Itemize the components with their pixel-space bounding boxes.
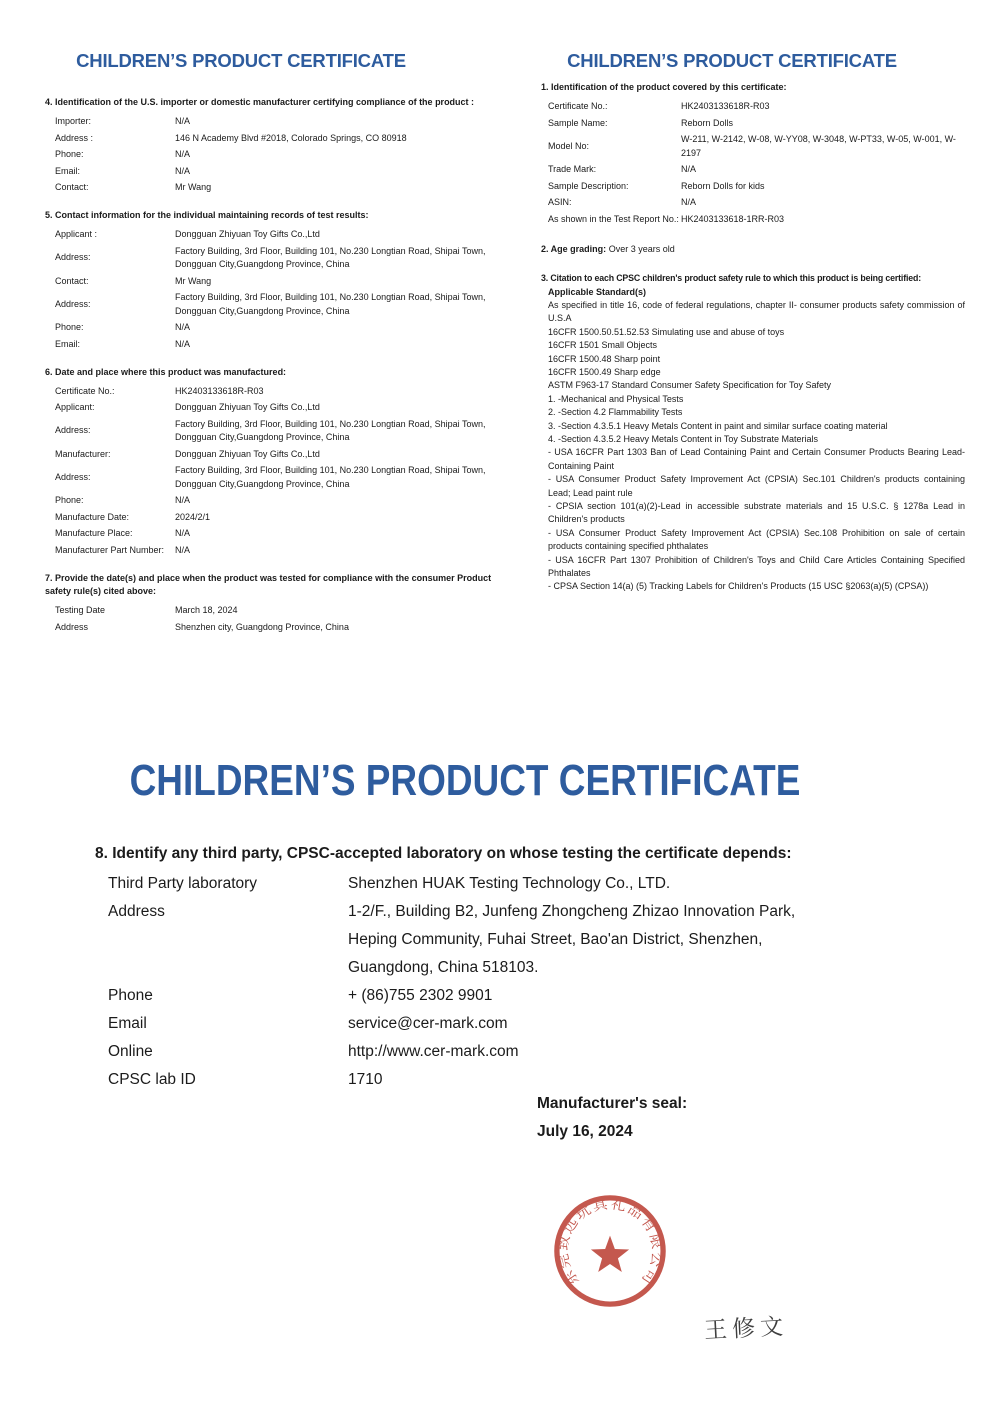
field-label: Model No: — [548, 140, 590, 151]
section-1 — [541, 81, 965, 228]
field-label: Phone: — [55, 149, 84, 159]
lab-field-value: service@cer-mark.com — [348, 1015, 508, 1032]
lab-field-value: 1710 — [348, 1071, 383, 1088]
field-label: Manufacturer Part Number: — [55, 544, 165, 555]
standard-line: - USA 16CFR Part 1307 Prohibition of Children's Toys and Child Care Articles Containing Specified Phthalates — [548, 554, 965, 579]
field-row — [45, 290, 495, 320]
standard-line: - CPSIA section 101(a)(2)-Lead in accessible substrate materials and 15 U.S.C. § 1278a Lead in Children's products — [548, 501, 965, 525]
field-value: N/A — [175, 149, 191, 159]
field-value: HK2403133618R-R03 — [175, 385, 264, 396]
field-row — [541, 195, 965, 212]
field-row — [541, 211, 965, 228]
field-value: W-211, W-2142, W-08, W-YY08, W-3048, W-PT33, W-05, W-001, W-2197 — [681, 134, 956, 158]
field-label: Certificate No.: — [548, 101, 608, 111]
field-row — [45, 509, 495, 526]
field-row — [45, 180, 495, 197]
standard-line: - USA 16CFR Part 1303 Ban of Lead Containing Paint and Certain Consumer Products Bearing Lead-Containing Paint — [548, 447, 965, 471]
left-certificate-column — [45, 50, 495, 649]
field-row — [45, 463, 495, 493]
standard-line: 1. -Mechanical and Physical Tests — [548, 393, 684, 404]
field-row — [45, 493, 495, 510]
field-value: N/A — [175, 338, 191, 349]
field-value: 2024/2/1 — [175, 511, 211, 522]
section-6-heading: 6. Date and place where this product was manufactured: — [45, 366, 287, 377]
standard-line: 16CFR 1500.48 Sharp point — [548, 353, 661, 364]
lab-field-value: 1-2/F., Building B2, Junfeng Zhongcheng Zhizao Innovation Park, Heping Community, Fuhai Street, Bao'an District, Shenzhen, Guangdong, China 518103. — [348, 903, 796, 976]
section-8-heading: 8. Identify any third party, CPSC-accepted laboratory on whose testing the certificate depends: — [95, 845, 792, 862]
lab-field-value: Shenzhen HUAK Testing Technology Co., LTD. — [348, 875, 671, 892]
lab-field-row — [108, 870, 928, 898]
field-row — [45, 114, 495, 131]
section-6-rows — [45, 383, 495, 559]
field-row — [541, 178, 965, 195]
left-page-title: CHILDREN’S PRODUCT CERTIFICATE — [76, 50, 406, 71]
section-5-heading: 5. Contact information for the individual maintaining records of test results: — [45, 210, 369, 220]
lab-field-label: Online — [108, 1043, 153, 1060]
field-label: As shown in the Test Report No.: — [548, 213, 679, 224]
standard-line: - USA Consumer Product Safety Improvement Act (CPSIA) Sec.101 Children's products containing Lead; Lead paint rule — [548, 474, 965, 498]
field-row — [45, 130, 495, 147]
field-value: Factory Building, 3rd Floor, Building 101, No.230 Longtian Road, Shipai Town, Dongguan City,Guangdong Province, China — [175, 465, 486, 489]
field-value: N/A — [175, 116, 191, 126]
bottom-certificate-title: CHILDREN’S PRODUCT CERTIFICATE — [129, 756, 801, 805]
field-row — [45, 243, 495, 273]
field-value: N/A — [175, 165, 191, 176]
field-row — [45, 446, 495, 463]
standard-line: As specified in title 16, code of federal regulations, chapter II- consumer products safety commission of U.S.A — [548, 299, 965, 324]
manufacturer-seal-label: Manufacturer's seal: — [537, 1095, 688, 1112]
field-row — [45, 603, 495, 620]
field-label: Certificate No.: — [55, 385, 115, 396]
field-value: Shenzhen city, Guangdong Province, China — [175, 621, 349, 632]
field-value: N/A — [175, 528, 191, 538]
standard-line: ASTM F963-17 Standard Consumer Safety Specification for Toy Safety — [548, 380, 831, 391]
field-value: N/A — [175, 495, 191, 505]
section-8-rows — [108, 870, 928, 1094]
lab-field-label: Third Party laboratory — [108, 875, 258, 892]
seal-star-icon — [591, 1236, 629, 1272]
field-row — [45, 163, 495, 180]
field-row — [45, 383, 495, 400]
field-value: 146 N Academy Blvd #2018, Colorado Springs, CO 80918 — [175, 132, 407, 143]
section-7-heading: 7. Provide the date(s) and place when the product was tested for compliance with the consumer Product safety rule(s) cited above: — [45, 572, 492, 596]
field-label: Email: — [55, 165, 81, 176]
field-value: N/A — [175, 544, 191, 555]
field-row — [45, 227, 495, 244]
field-label: Manufacture Place: — [55, 528, 133, 538]
field-row — [45, 320, 495, 337]
certificate-columns — [0, 0, 1000, 649]
field-value: March 18, 2024 — [175, 605, 238, 615]
standard-line: - CPSA Section 14(a) (5) Tracking Labels for Children's Products (15 USC §2063(a)(5) (CPSA)) — [548, 581, 929, 592]
field-label: Sample Description: — [548, 180, 629, 191]
section-7-rows — [45, 603, 495, 636]
field-row — [541, 99, 965, 116]
field-label: Contact: — [55, 275, 89, 286]
field-row — [541, 162, 965, 179]
field-row — [541, 115, 965, 132]
field-label: Email: — [55, 338, 81, 349]
lab-field-row — [108, 1010, 928, 1038]
field-value: N/A — [175, 322, 191, 332]
lab-field-value: + (86)755 2302 9901 — [348, 987, 493, 1004]
field-label: Testing Date — [55, 605, 106, 615]
standard-line: 16CFR 1500.49 Sharp edge — [548, 366, 661, 377]
field-row — [45, 416, 495, 446]
field-value: N/A — [681, 197, 697, 207]
right-page-title: CHILDREN’S PRODUCT CERTIFICATE — [567, 50, 897, 71]
seal-company-name: 东莞致远玩具礼品有限公司 — [555, 1196, 665, 1289]
field-label: Contact: — [55, 182, 89, 192]
field-row — [45, 336, 495, 353]
section-4 — [45, 96, 495, 196]
age-grading-value: Over 3 years old — [608, 243, 675, 254]
lab-field-row — [108, 1066, 928, 1094]
field-label: Address : — [55, 132, 94, 143]
lab-field-value: http://www.cer-mark.com — [348, 1043, 519, 1060]
section-1-rows — [541, 99, 965, 228]
field-row — [45, 400, 495, 417]
field-value: HK2403133618R-R03 — [681, 101, 770, 111]
field-row — [45, 619, 495, 636]
standard-line: 16CFR 1500.50.51.52.53 Simulating use and abuse of toys — [548, 326, 785, 337]
section-7 — [45, 572, 495, 636]
field-row — [541, 132, 965, 162]
field-label: Applicant: — [55, 402, 95, 412]
section-6 — [45, 366, 495, 559]
field-row — [45, 147, 495, 164]
field-row — [45, 273, 495, 290]
field-label: Manufacture Date: — [55, 511, 130, 522]
field-row — [45, 526, 495, 543]
field-label: Address — [55, 621, 89, 632]
section-3-heading: 3. Citation to each CPSC children's product safety rule to which this product is being certified: — [541, 273, 922, 283]
field-label: Address: — [55, 252, 91, 263]
standard-line: 2. -Section 4.2 Flammability Tests — [548, 407, 683, 418]
right-certificate-column — [541, 50, 965, 649]
standard-line: 4. -Section 4.3.5.2 Heavy Metals Content in Toy Substrate Materials — [548, 433, 818, 444]
lab-field-label: Address — [108, 903, 165, 920]
standard-line: 3. -Section 4.3.5.1 Heavy Metals Content in paint and similar surface coating material — [548, 420, 888, 431]
lab-field-label: Email — [108, 1015, 147, 1032]
field-value: Mr Wang — [175, 275, 212, 286]
field-value: Mr Wang — [175, 182, 212, 192]
field-row — [45, 542, 495, 559]
company-seal-stamp — [551, 1192, 669, 1310]
section-1-heading: 1. Identification of the product covered by this certificate: — [541, 82, 787, 92]
field-label: Manufacturer: — [55, 448, 111, 459]
field-value: Dongguan Zhiyuan Toy Gifts Co.,Ltd — [175, 448, 320, 459]
standards-list — [541, 299, 965, 594]
field-value: Factory Building, 3rd Floor, Building 101, No.230 Longtian Road, Shipai Town, Dongguan City,Guangdong Province, China — [175, 418, 486, 442]
field-value: Dongguan Zhiyuan Toy Gifts Co.,Ltd — [175, 402, 320, 412]
section-4-heading: 4. Identification of the U.S. importer or domestic manufacturer certifying compliance of the product : — [45, 97, 475, 107]
field-value: Reborn Dolls for kids — [681, 180, 765, 191]
section-5-rows — [45, 227, 495, 353]
standard-line: 16CFR 1501 Small Objects — [548, 340, 658, 351]
field-label: Address: — [55, 471, 91, 482]
field-label: Importer: — [55, 116, 92, 126]
applicable-standards-subheading: Applicable Standard(s) — [548, 286, 647, 297]
section-4-rows — [45, 114, 495, 197]
field-label: ASIN: — [548, 197, 572, 207]
field-value: Reborn Dolls — [681, 117, 734, 128]
field-label: Phone: — [55, 322, 84, 332]
standard-line: - USA Consumer Product Safety Improvement Act (CPSIA) Sec.108 Prohibition on sale of certain products containing specified phthalates — [548, 527, 965, 552]
lab-field-label: CPSC lab ID — [108, 1071, 196, 1088]
field-label: Trade Mark: — [548, 164, 597, 174]
lab-field-row — [108, 1038, 928, 1066]
handwritten-signature: 王修文 — [703, 1312, 789, 1344]
field-label: Phone: — [55, 495, 84, 505]
field-label: Address: — [55, 298, 91, 309]
lab-field-row — [108, 982, 928, 1010]
field-value: Factory Building, 3rd Floor, Building 101, No.230 Longtian Road, Shipai Town, Dongguan City,Guangdong Province, China — [175, 292, 486, 316]
manufacturer-seal-block — [537, 1090, 687, 1146]
field-label: Address: — [55, 425, 91, 436]
field-value: Factory Building, 3rd Floor, Building 101, No.230 Longtian Road, Shipai Town, Dongguan City,Guangdong Province, China — [175, 245, 486, 269]
lab-field-row — [108, 898, 928, 982]
field-value: Dongguan Zhiyuan Toy Gifts Co.,Ltd — [175, 229, 320, 239]
age-grading-label: 2. Age grading: — [541, 243, 607, 254]
field-value: N/A — [681, 164, 697, 174]
field-label: Applicant : — [55, 229, 98, 239]
section-2-age-grading — [541, 243, 965, 257]
lab-field-label: Phone — [108, 987, 153, 1004]
field-value: HK2403133618-1RR-R03 — [681, 213, 785, 224]
section-5 — [45, 209, 495, 353]
manufacturer-seal-date: July 16, 2024 — [537, 1123, 633, 1140]
field-label: Sample Name: — [548, 117, 608, 128]
